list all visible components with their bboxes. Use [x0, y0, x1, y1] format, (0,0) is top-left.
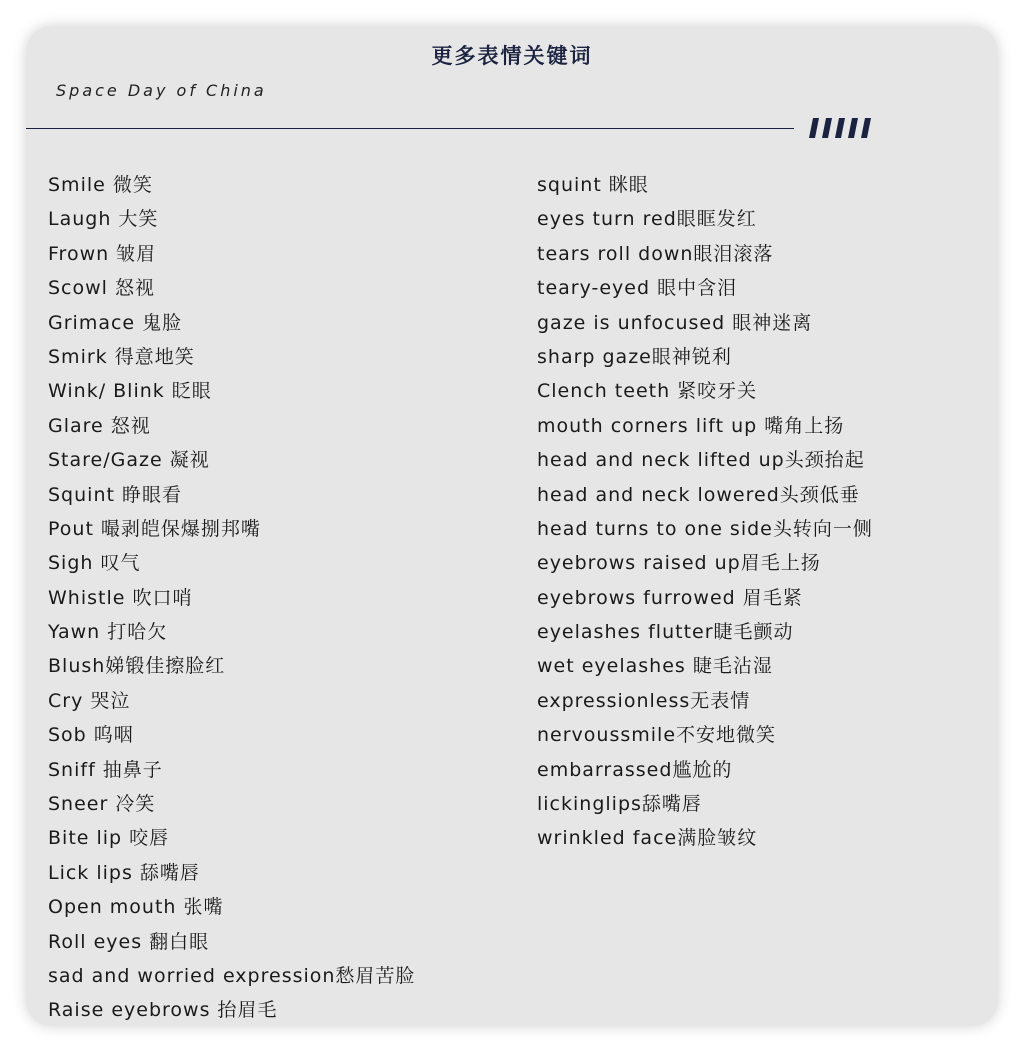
- keyword-item: Grimace 鬼脸: [48, 311, 183, 334]
- keyword-item: Open mouth 张嘴: [48, 896, 224, 919]
- keyword-item: Pout 嘬剥皑保爆捌邦嘴: [48, 517, 261, 540]
- keyword-item: eyes turn red眼眶发红: [537, 208, 757, 231]
- keyword-item: Raise eyebrows 抬眉毛: [48, 999, 278, 1022]
- keyword-item: Glare 怒视: [48, 414, 151, 437]
- keyword-item: Yawn 打哈欠: [48, 621, 168, 644]
- keyword-item: eyebrows furrowed 眉毛紧: [537, 586, 803, 609]
- keyword-card: [26, 26, 998, 1026]
- keyword-item: sad and worried expression愁眉苦脸: [48, 964, 416, 987]
- keyword-item: Roll eyes 翻白眼: [48, 930, 210, 953]
- keyword-item: head turns to one side头转向一侧: [537, 517, 873, 540]
- keyword-item: gaze is unfocused 眼神迷离: [537, 311, 813, 334]
- keyword-item: Frown 皱眉: [48, 242, 157, 265]
- keyword-item: expressionless无表情: [537, 689, 751, 712]
- page-subtitle: Space Day of China: [56, 81, 267, 100]
- keyword-item: Sigh 叹气: [48, 552, 141, 575]
- keyword-item: Smirk 得意地笑: [48, 345, 195, 368]
- keyword-item: teary-eyed 眼中含泪: [537, 277, 738, 300]
- keyword-item: Sob 呜咽: [48, 724, 134, 747]
- keyword-item: Sniff 抽鼻子: [48, 758, 163, 781]
- keyword-item: Blush娣锻佳擦脸红: [48, 655, 226, 678]
- keyword-item: embarrassed尴尬的: [537, 758, 733, 781]
- keyword-item: eyebrows raised up眉毛上扬: [537, 552, 821, 575]
- keyword-item: sharp gaze眼神锐利: [537, 345, 732, 368]
- keyword-item: lickinglips舔嘴唇: [537, 793, 702, 816]
- keyword-item: Bite lip 咬唇: [48, 827, 170, 850]
- keyword-item: eyelashes flutter睫毛颤动: [537, 621, 794, 644]
- keyword-item: Squint 睁眼看: [48, 483, 182, 506]
- header-divider: [26, 128, 794, 129]
- right-keyword-list: [537, 168, 987, 856]
- keyword-item: Stare/Gaze 凝视: [48, 449, 210, 472]
- left-keyword-list: [48, 168, 518, 1026]
- keyword-item: head and neck lifted up头颈抬起: [537, 449, 865, 472]
- keyword-item: head and neck lowered头颈低垂: [537, 483, 860, 506]
- keyword-item: Wink/ Blink 眨眼: [48, 380, 212, 403]
- keyword-item: Cry 哭泣: [48, 689, 131, 712]
- keyword-item: Whistle 吹口哨: [48, 586, 193, 609]
- keyword-item: Clench teeth 紧咬牙关: [537, 380, 758, 403]
- keyword-item: squint 眯眼: [537, 174, 649, 196]
- keyword-item: nervoussmile不安地微笑: [537, 724, 777, 747]
- keyword-item: mouth corners lift up 嘴角上扬: [537, 414, 845, 437]
- stripes-decoration-icon: [808, 118, 878, 138]
- keyword-item: Laugh 大笑: [48, 208, 159, 231]
- keyword-item: wet eyelashes 睫毛沾湿: [537, 655, 773, 678]
- keyword-item: Lick lips 舔嘴唇: [48, 861, 200, 884]
- keyword-item: Sneer 冷笑: [48, 793, 156, 816]
- keyword-item: wrinkled face满脸皱纹: [537, 827, 758, 850]
- keyword-item: Smile 微笑: [48, 174, 153, 196]
- keyword-item: tears roll down眼泪滚落: [537, 242, 774, 265]
- keyword-item: Scowl 怒视: [48, 277, 155, 300]
- page-title: 更多表情关键词: [431, 44, 593, 68]
